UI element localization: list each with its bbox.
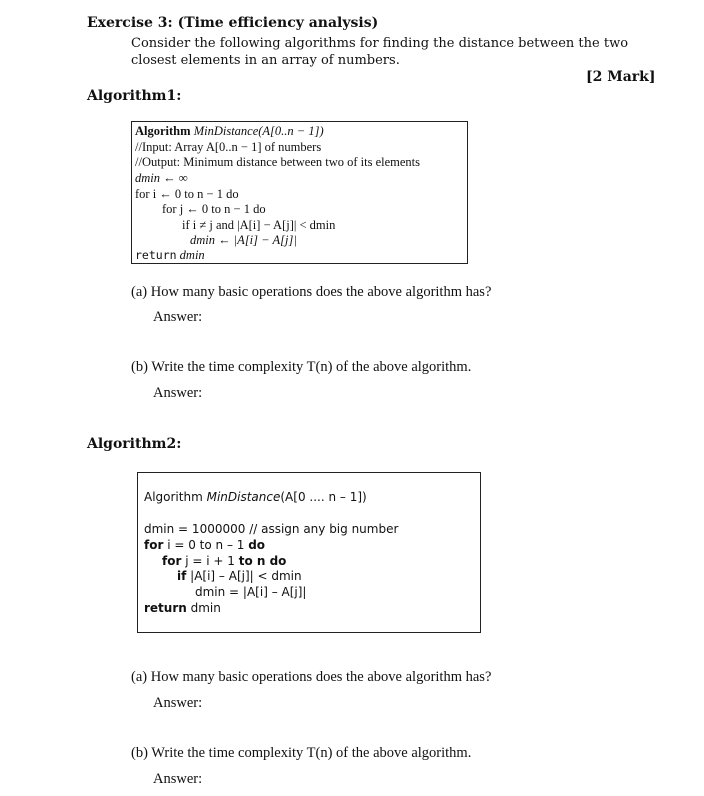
algorithm2-heading: Algorithm2: xyxy=(87,436,182,452)
algorithm-keyword: Algorithm xyxy=(135,124,191,138)
mark-label: [2 Mark] xyxy=(586,69,656,85)
algorithm1-line-8 xyxy=(135,248,205,263)
return-variable: dmin xyxy=(186,601,221,615)
algorithm1-answer-b-label: Answer: xyxy=(153,385,203,401)
return-keyword: return xyxy=(135,248,177,262)
to-do-keyword: to n do xyxy=(238,554,287,568)
algorithm2-line-5: dmin = |A[i] – A[j]| xyxy=(195,585,307,599)
algorithm2-line-3 xyxy=(162,554,286,568)
algorithm2-line-0 xyxy=(144,490,367,504)
return-variable: dmin xyxy=(179,248,205,262)
algorithm2-answer-a-label: Answer: xyxy=(153,695,203,711)
for-keyword: for xyxy=(162,554,182,568)
algorithm1-line-4: for i ← 0 to n − 1 do xyxy=(135,187,239,201)
algorithm2-answer-b-label: Answer: xyxy=(153,771,203,787)
algorithm-args: (A[0 .... n – 1]) xyxy=(280,490,367,504)
for-keyword: for xyxy=(144,538,164,552)
algorithm-name: MinDistance xyxy=(206,490,281,504)
algorithm2-line-4 xyxy=(177,569,302,583)
algorithm-signature: MinDistance(A[0..n − 1]) xyxy=(193,124,324,138)
exercise-title: Exercise 3: (Time efficiency analysis) xyxy=(87,15,379,31)
algorithm1-line-5: for j ← 0 to n − 1 do xyxy=(162,202,266,216)
algorithm2-question-b: (b) Write the time complexity T(n) of the above algorithm. xyxy=(131,745,472,761)
algorithm2-line-1: dmin = 1000000 // assign any big number xyxy=(144,522,399,536)
loop-range: j = i + 1 xyxy=(181,554,239,568)
algorithm2-code-box xyxy=(137,472,481,633)
algorithm1-line-1: //Input: Array A[0..n − 1] of numbers xyxy=(135,140,322,154)
if-keyword: if xyxy=(177,569,187,583)
loop-range: i = 0 to n – 1 xyxy=(163,538,249,552)
algorithm1-question-a: (a) How many basic operations does the above algorithm has? xyxy=(131,284,492,300)
algorithm1-line-0 xyxy=(135,124,324,139)
algorithm2-line-2 xyxy=(144,538,265,552)
do-keyword: do xyxy=(248,538,266,552)
algorithm1-code-box xyxy=(131,121,468,264)
algorithm1-answer-a-label: Answer: xyxy=(153,309,203,325)
algorithm2-question-a: (a) How many basic operations does the above algorithm has? xyxy=(131,669,492,685)
algorithm1-line-3: dmin ← ∞ xyxy=(135,171,188,185)
algorithm2-line-6 xyxy=(144,601,221,615)
if-condition: |A[i] – A[j]| < dmin xyxy=(186,569,302,583)
algorithm1-question-b: (b) Write the time complexity T(n) of the above algorithm. xyxy=(131,359,472,375)
algorithm1-heading: Algorithm1: xyxy=(87,88,182,104)
algorithm-keyword: Algorithm xyxy=(144,490,203,504)
return-keyword: return xyxy=(144,601,187,615)
algorithm1-line-7: dmin ← |A[i] − A[j]| xyxy=(190,233,297,247)
exercise-intro-line1: Consider the following algorithms for finding the distance between the two xyxy=(131,36,629,51)
algorithm1-line-6: if i ≠ j and |A[i] − A[j]| < dmin xyxy=(182,218,336,232)
exercise-intro-line2: closest elements in an array of numbers. xyxy=(131,53,400,68)
algorithm1-line-2: //Output: Minimum distance between two of its elements xyxy=(135,155,421,169)
